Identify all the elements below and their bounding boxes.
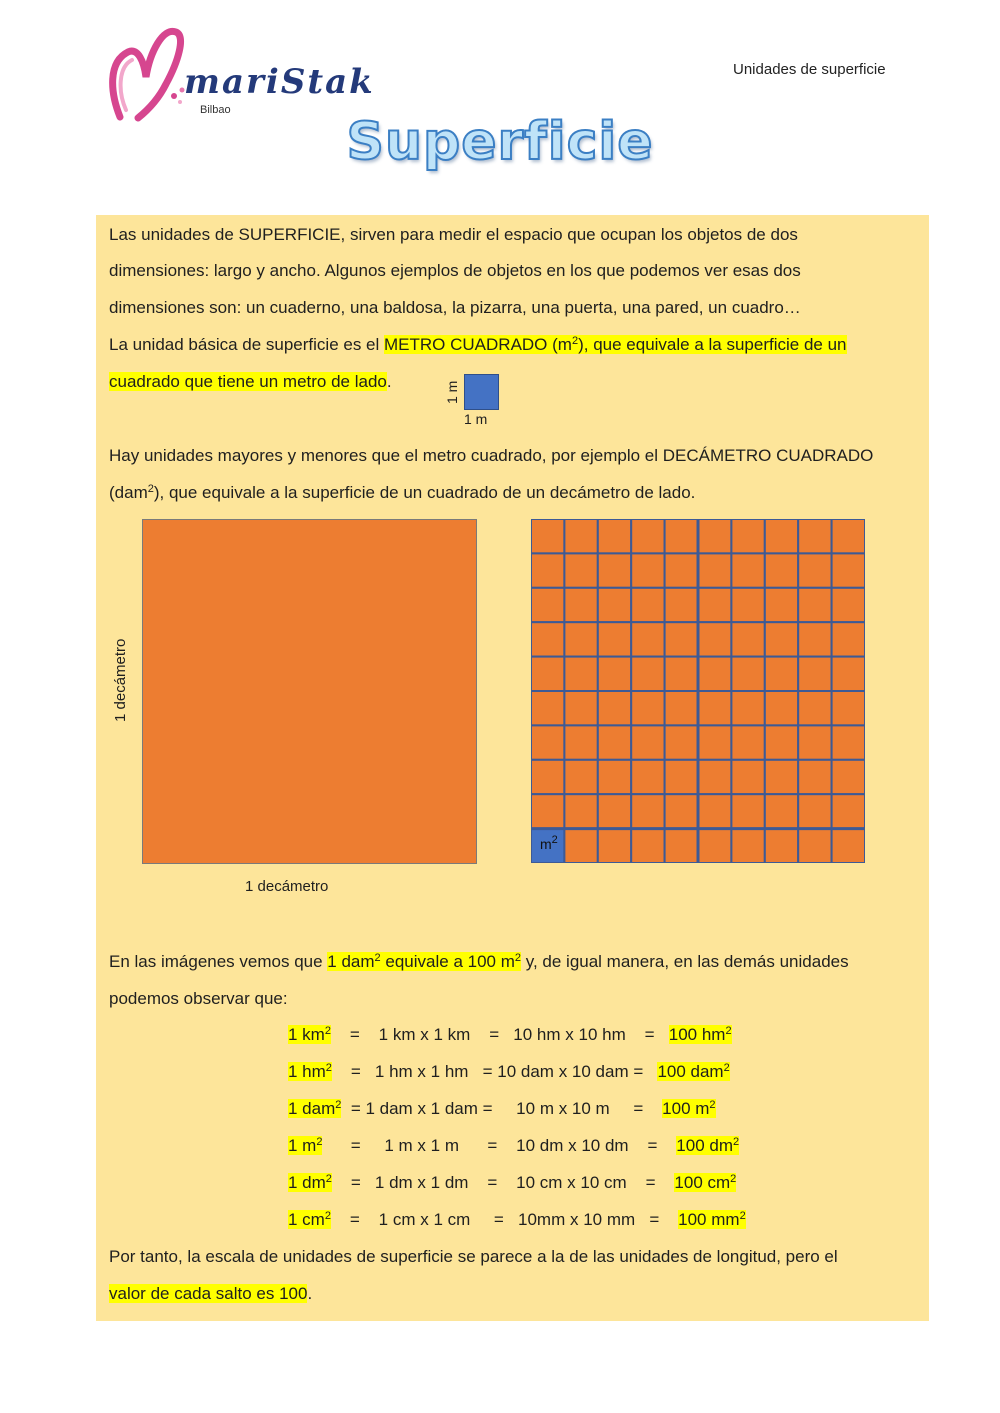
grid-cell <box>832 622 865 656</box>
grid-cell <box>665 760 698 794</box>
decameter-line-2 <box>109 482 695 504</box>
unit-square-side-label: 1 m <box>444 380 460 404</box>
intro-line-4-text: La unidad básica de superficie es el <box>109 335 385 354</box>
equivalence-row <box>288 1061 730 1083</box>
page-title: Superficie <box>346 112 654 172</box>
grid-cell <box>598 829 631 863</box>
grid-cell <box>698 794 731 828</box>
superscript: 2 <box>324 1025 331 1037</box>
grid-cell <box>798 622 831 656</box>
highlight-text-a: METRO CUADRADO (m <box>384 335 572 354</box>
grid-cell <box>698 553 731 587</box>
grid-cell <box>631 725 664 759</box>
grid-cell <box>631 553 664 587</box>
grid-cell <box>631 829 664 863</box>
grid-cell <box>832 725 865 759</box>
equivalence-left-text: 1 km <box>288 1025 325 1044</box>
grid-cell <box>531 760 564 794</box>
grid-cell <box>598 760 631 794</box>
grid-cell <box>798 794 831 828</box>
equivalence-row <box>288 1024 732 1046</box>
grid-cell <box>765 760 798 794</box>
grid-cell <box>765 657 798 691</box>
observation-text-a: En las imágenes vemos que <box>109 952 328 971</box>
cell-label-text: m <box>540 836 552 852</box>
superscript: 2 <box>733 1136 740 1148</box>
grid-cell <box>531 622 564 656</box>
grid-cell <box>665 588 698 622</box>
superscript: 2 <box>709 1099 716 1111</box>
equivalence-middle: = 1 km x 1 km = 10 hm x 10 hm = <box>330 1025 669 1044</box>
document-label: Unidades de superficie <box>733 61 886 78</box>
grid-cell <box>665 725 698 759</box>
equivalence-middle: = 1 dam x 1 dam = 10 m x 10 m = <box>341 1099 663 1118</box>
grid-cell <box>698 691 731 725</box>
equivalence-left <box>288 1062 332 1081</box>
observation-text-b: y, de igual manera, en las demás unidades <box>521 952 849 971</box>
grid-cell <box>598 794 631 828</box>
grid-cell <box>598 588 631 622</box>
equivalence-right-text: 100 dam <box>657 1062 724 1081</box>
equivalence-left <box>288 1173 332 1192</box>
grid-cell <box>631 622 664 656</box>
equivalence-left <box>288 1025 331 1044</box>
equivalence-right-text: 100 hm <box>668 1025 726 1044</box>
grid-cell <box>531 588 564 622</box>
grid-cell <box>531 657 564 691</box>
unit-square <box>464 374 499 410</box>
conclusion-line-1: Por tanto, la escala de unidades de superficie se parece a la de las unidades de longitud, pero el <box>109 1247 838 1266</box>
observation-line-2: podemos observar que: <box>109 989 288 1008</box>
grid-cell <box>698 829 731 863</box>
grid-cell <box>598 725 631 759</box>
grid-cell <box>564 588 597 622</box>
superscript: 2 <box>324 1210 331 1222</box>
superscript: 2 <box>325 1062 332 1074</box>
grid-cell <box>598 691 631 725</box>
square-meter-grid <box>531 519 865 863</box>
equivalence-right <box>676 1136 739 1155</box>
conclusion-line-2 <box>109 1283 312 1305</box>
grid-cell <box>731 519 764 553</box>
superscript: 2 <box>325 1173 332 1185</box>
grid-cell <box>698 519 731 553</box>
grid-cell <box>765 519 798 553</box>
grid-cell <box>765 794 798 828</box>
decameter-text-a: (dam <box>109 483 148 502</box>
grid-cell <box>798 760 831 794</box>
grid-cell <box>665 622 698 656</box>
equivalence-row <box>288 1209 746 1231</box>
grid-cell <box>531 691 564 725</box>
grid-cell <box>765 588 798 622</box>
grid-cell <box>832 829 865 863</box>
grid-cell <box>665 829 698 863</box>
grid-cell <box>564 794 597 828</box>
grid-cell <box>731 760 764 794</box>
grid-cell <box>564 829 597 863</box>
grid-cell <box>765 725 798 759</box>
highlight-text-a: 1 dam <box>327 952 375 971</box>
grid-cell <box>564 760 597 794</box>
equivalence-right-text: 100 dm <box>676 1136 733 1155</box>
grid-cell <box>531 725 564 759</box>
decameter-bottom-label: 1 decámetro <box>245 878 329 895</box>
highlight-text-b: ), que equivale a la superficie de un <box>578 335 847 354</box>
grid-cell <box>798 829 831 863</box>
grid-cell <box>832 657 865 691</box>
grid-cell <box>798 519 831 553</box>
grid-cell <box>798 691 831 725</box>
superscript: 2 <box>335 1099 342 1111</box>
equivalence-left <box>288 1210 331 1229</box>
intro-line-1: Las unidades de SUPERFICIE, sirven para medir el espacio que ocupan los objetos de dos <box>109 225 798 244</box>
grid-cell <box>798 725 831 759</box>
grid-cell <box>731 691 764 725</box>
intro-line-2: dimensiones: largo y ancho. Algunos ejemplos de objetos en los que podemos ver esas dos <box>109 261 801 280</box>
equivalence-middle: = 1 cm x 1 cm = 10mm x 10 mm = <box>330 1210 679 1229</box>
grid-cell <box>564 519 597 553</box>
highlight-cuadrado-lado: cuadrado que tiene un metro de lado <box>109 372 387 391</box>
superscript: 2 <box>730 1173 737 1185</box>
grid-cell <box>832 794 865 828</box>
decameter-side-label: 1 decámetro <box>112 638 129 722</box>
equivalence-left-text: 1 hm <box>288 1062 326 1081</box>
logo-wordmark: mariStak <box>184 62 375 102</box>
grid-cell <box>631 794 664 828</box>
superscript: 2 <box>316 1136 323 1148</box>
equivalence-right <box>669 1025 732 1044</box>
intro-line-5-end: . <box>386 372 392 391</box>
grid-cell <box>531 519 564 553</box>
maristak-logo <box>108 22 375 122</box>
superscript: 2 <box>551 834 558 846</box>
equivalence-right <box>657 1062 729 1081</box>
grid-cell-label <box>540 836 558 852</box>
unit-square-bottom-label: 1 m <box>464 411 488 427</box>
highlight-salto-100: valor de cada salto es 100 <box>109 1284 308 1303</box>
observation-line-1 <box>109 951 849 973</box>
equivalence-middle: = 1 m x 1 m = 10 dm x 10 dm = <box>322 1136 677 1155</box>
grid-cell <box>598 657 631 691</box>
grid-cell <box>665 519 698 553</box>
grid-cell <box>832 760 865 794</box>
grid-cell <box>765 829 798 863</box>
equivalence-left-text: 1 dm <box>288 1173 326 1192</box>
conclusion-end: . <box>307 1284 313 1303</box>
grid-cell <box>631 760 664 794</box>
grid-cell <box>731 725 764 759</box>
grid-cell <box>731 622 764 656</box>
equivalence-middle: = 1 dm x 1 dm = 10 cm x 10 cm = <box>331 1173 675 1192</box>
decameter-text-b: ), que equivale a la superficie de un cuadrado de un decámetro de lado. <box>153 483 696 502</box>
grid-cell <box>665 553 698 587</box>
grid-cell <box>698 760 731 794</box>
grid-cell <box>631 691 664 725</box>
superscript: 2 <box>725 1025 732 1037</box>
grid-cell <box>531 794 564 828</box>
equivalence-row <box>288 1135 739 1157</box>
grid-cell <box>631 657 664 691</box>
equivalence-row <box>288 1098 716 1120</box>
equivalence-left-text: 1 cm <box>288 1210 325 1229</box>
highlight-dam-equivalence <box>327 952 521 971</box>
grid-cell <box>765 691 798 725</box>
grid-cell <box>765 553 798 587</box>
highlight-text-b: equivale a 100 m <box>380 952 515 971</box>
equivalence-right-text: 100 m <box>662 1099 710 1118</box>
grid-cell <box>798 553 831 587</box>
logo-subtitle: Bilbao <box>200 104 231 116</box>
grid-cell <box>731 657 764 691</box>
equivalence-right-text: 100 cm <box>674 1173 731 1192</box>
grid-cell <box>598 622 631 656</box>
grid-cell <box>832 519 865 553</box>
intro-line-3: dimensiones son: un cuaderno, una baldosa, la pizarra, una puerta, una pared, un cuadro… <box>109 298 801 317</box>
superscript: 2 <box>571 335 579 347</box>
equivalence-row <box>288 1172 736 1194</box>
intro-line-5 <box>109 371 392 393</box>
equivalence-left-text: 1 dam <box>288 1099 336 1118</box>
equivalence-right <box>678 1210 746 1229</box>
heart-logo-icon <box>108 22 188 122</box>
equivalence-left <box>288 1136 322 1155</box>
grid-cell <box>731 794 764 828</box>
grid-cell <box>564 725 597 759</box>
grid-cell <box>564 622 597 656</box>
grid-cell <box>665 794 698 828</box>
equivalence-right-text: 100 mm <box>678 1210 740 1229</box>
equivalence-middle: = 1 hm x 1 hm = 10 dam x 10 dam = <box>331 1062 658 1081</box>
grid-cell <box>698 725 731 759</box>
grid-cell <box>531 553 564 587</box>
equivalence-right <box>674 1173 736 1192</box>
superscript: 2 <box>147 483 154 495</box>
grid-cell <box>665 691 698 725</box>
grid-cell <box>765 622 798 656</box>
grid-cell <box>798 588 831 622</box>
grid-cell <box>731 553 764 587</box>
grid-cell <box>698 622 731 656</box>
grid-cell <box>698 588 731 622</box>
grid-cell <box>832 691 865 725</box>
equivalence-left-text: 1 m <box>288 1136 317 1155</box>
grid-cell <box>731 588 764 622</box>
highlight-metro-cuadrado <box>384 335 846 354</box>
decameter-line-1: Hay unidades mayores y menores que el metro cuadrado, por ejemplo el DECÁMETRO CUADRADO <box>109 446 874 465</box>
grid-cell <box>564 553 597 587</box>
grid-cell <box>665 657 698 691</box>
grid-cell <box>731 829 764 863</box>
superscript: 2 <box>374 952 381 964</box>
grid-cell <box>598 519 631 553</box>
superscript: 2 <box>739 1210 746 1222</box>
equivalence-left <box>288 1099 341 1118</box>
grid-cell <box>832 553 865 587</box>
grid-cell <box>832 588 865 622</box>
grid-cell <box>631 519 664 553</box>
decameter-square <box>142 519 477 864</box>
superscript: 2 <box>723 1062 730 1074</box>
grid-cell <box>798 657 831 691</box>
grid-cell <box>698 657 731 691</box>
grid-cell <box>564 691 597 725</box>
grid-cell <box>631 588 664 622</box>
intro-line-4 <box>109 334 847 356</box>
grid-cell <box>598 553 631 587</box>
grid-cell <box>564 657 597 691</box>
equivalence-right <box>662 1099 715 1118</box>
grid-svg <box>531 519 865 863</box>
superscript: 2 <box>514 952 521 964</box>
